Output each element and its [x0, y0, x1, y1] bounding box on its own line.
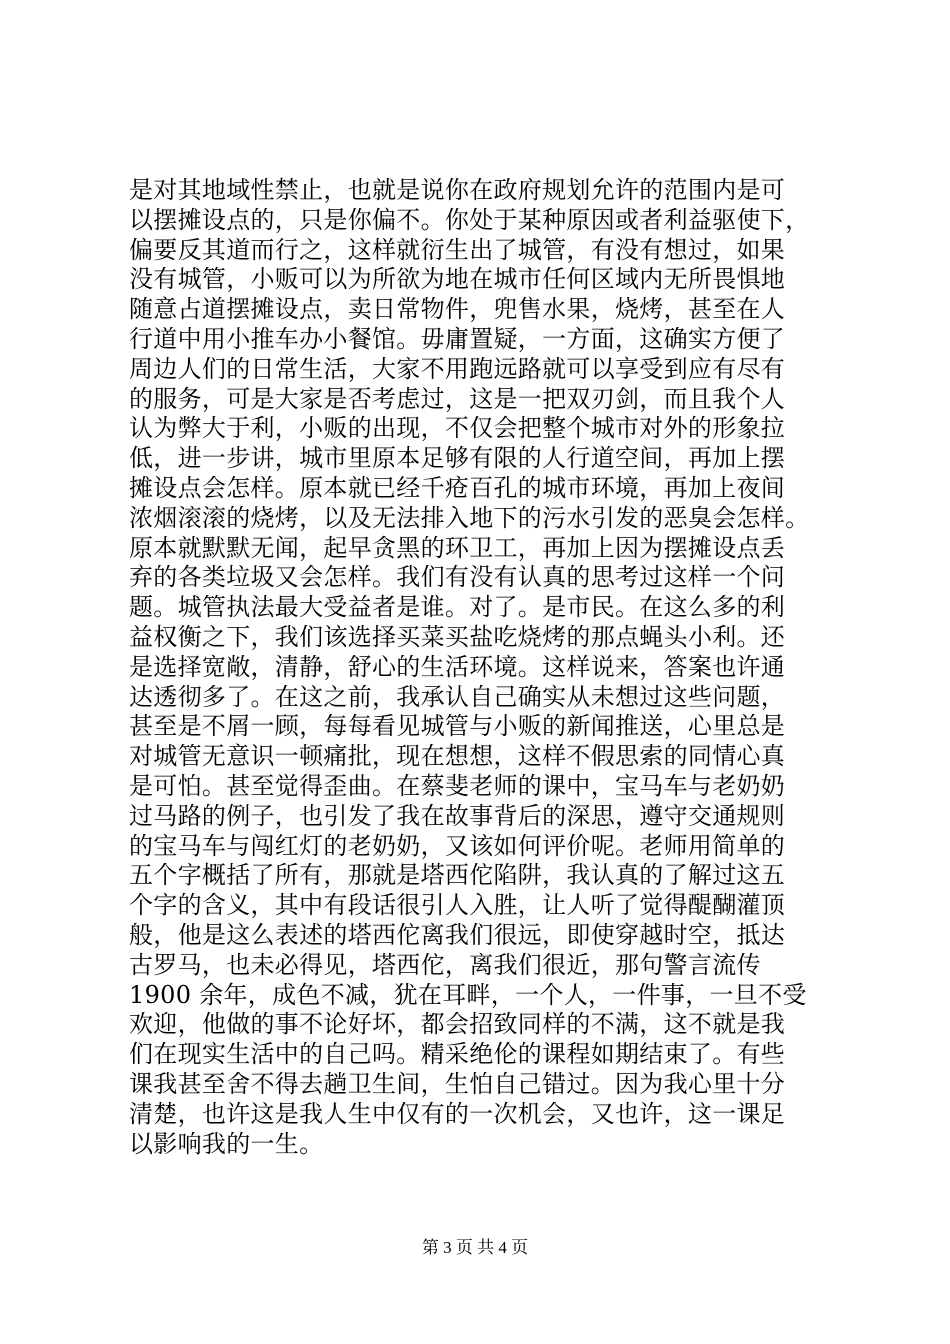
text-line: 的宝马车与闯红灯的老奶奶，又该如何评价呢。老师用简单的 [129, 831, 786, 860]
text-line: 周边人们的日常生活，大家不用跑远路就可以享受到应有尽有 [129, 354, 786, 383]
text-line: 低，进一步讲，城市里原本足够有限的人行道空间，再加上摆 [129, 444, 786, 473]
text-line: 的服务，可是大家是否考虑过，这是一把双刃剑，而且我个人 [129, 384, 786, 413]
text-line: 偏要反其道而行之，这样就衍生出了城管，有没有想过，如果 [129, 235, 786, 264]
text-line: 古罗马，也未必得见，塔西佗，离我们很近，那句警言流传 [129, 950, 761, 979]
text-line: 对城管无意识一顿痛批，现在想想，这样不假思索的同情心真 [129, 742, 786, 771]
text-line: 以摆摊设点的，只是你偏不。你处于某种原因或者利益驱使下， [129, 205, 810, 234]
page-number-label: 第 3 页 共 4 页 [421, 1238, 529, 1257]
text-line: 清楚，也许这是我人生中仅有的一次机会，又也许，这一课足 [129, 1099, 786, 1128]
text-line: 弃的各类垃圾又会怎样。我们有没有认真的思考过这样一个问 [129, 563, 786, 592]
text-line: 摊设点会怎样。原本就已经千疮百孔的城市环境，再加上夜间 [129, 473, 786, 502]
text-line: 认为弊大于利，小贩的出现，不仅会把整个城市对外的形象拉 [129, 414, 786, 443]
text-line: 是可怕。甚至觉得歪曲。在蔡斐老师的课中，宝马车与老奶奶 [129, 771, 786, 800]
text-line: 过马路的例子，也引发了我在故事背后的深思，遵守交通规则 [129, 801, 786, 830]
text-line: 益权衡之下，我们该选择买菜买盐吃烧烤的那点蝇头小利。还 [129, 622, 786, 651]
text-line: 们在现实生活中的自己吗。精采绝伦的课程如期结束了。有些 [129, 1040, 786, 1069]
text-line: 甚至是不屑一顾，每每看见城管与小贩的新闻推送，心里总是 [129, 712, 786, 741]
text-line: 以影响我的一生。 [129, 1129, 324, 1158]
text-line: 没有城管，小贩可以为所欲为地在城市任何区域内无所畏惧地 [129, 265, 786, 294]
text-line: 随意占道摆摊设点，卖日常物件，兜售水果，烧烤，甚至在人 [129, 295, 786, 324]
text-line: 行道中用小推车办小餐馆。毋庸置疑，一方面，这确实方便了 [129, 324, 786, 353]
text-line: 课我甚至舍不得去趟卫生间，生怕自己错过。因为我心里十分 [129, 1069, 786, 1098]
text-line: 五个字概括了所有，那就是塔西佗陷阱，我认真的了解过这五 [129, 861, 786, 890]
text-line: 个字的含义，其中有段话很引人入胜，让人听了觉得醍醐灌顶 [129, 891, 786, 920]
text-line: 1900 余年，成色不减，犹在耳畔，一个人，一件事，一旦不受 [129, 980, 807, 1009]
text-line: 原本就默默无闻，起早贪黑的环卫工，再加上因为摆摊设点丢 [129, 533, 786, 562]
page-footer [0, 1237, 950, 1259]
text-line: 题。城管执法最大受益者是谁。对了。是市民。在这么多的利 [129, 593, 786, 622]
text-line: 浓烟滚滚的烧烤，以及无法排入地下的污水引发的恶臭会怎样。 [129, 503, 810, 532]
text-line: 般，他是这么表述的塔西佗离我们很远，即使穿越时空，抵达 [129, 920, 786, 949]
body-paragraph [129, 176, 825, 1159]
text-line: 欢迎，他做的事不论好坏，都会招致同样的不满，这不就是我 [129, 1010, 786, 1039]
text-line: 是选择宽敞，清静，舒心的生活环境。这样说来，答案也许通 [129, 652, 786, 681]
text-line: 是对其地域性禁止，也就是说你在政府规划允许的范围内是可 [129, 176, 786, 204]
text-line: 达透彻多了。在这之前，我承认自己确实从未想过这些问题， [129, 682, 786, 711]
